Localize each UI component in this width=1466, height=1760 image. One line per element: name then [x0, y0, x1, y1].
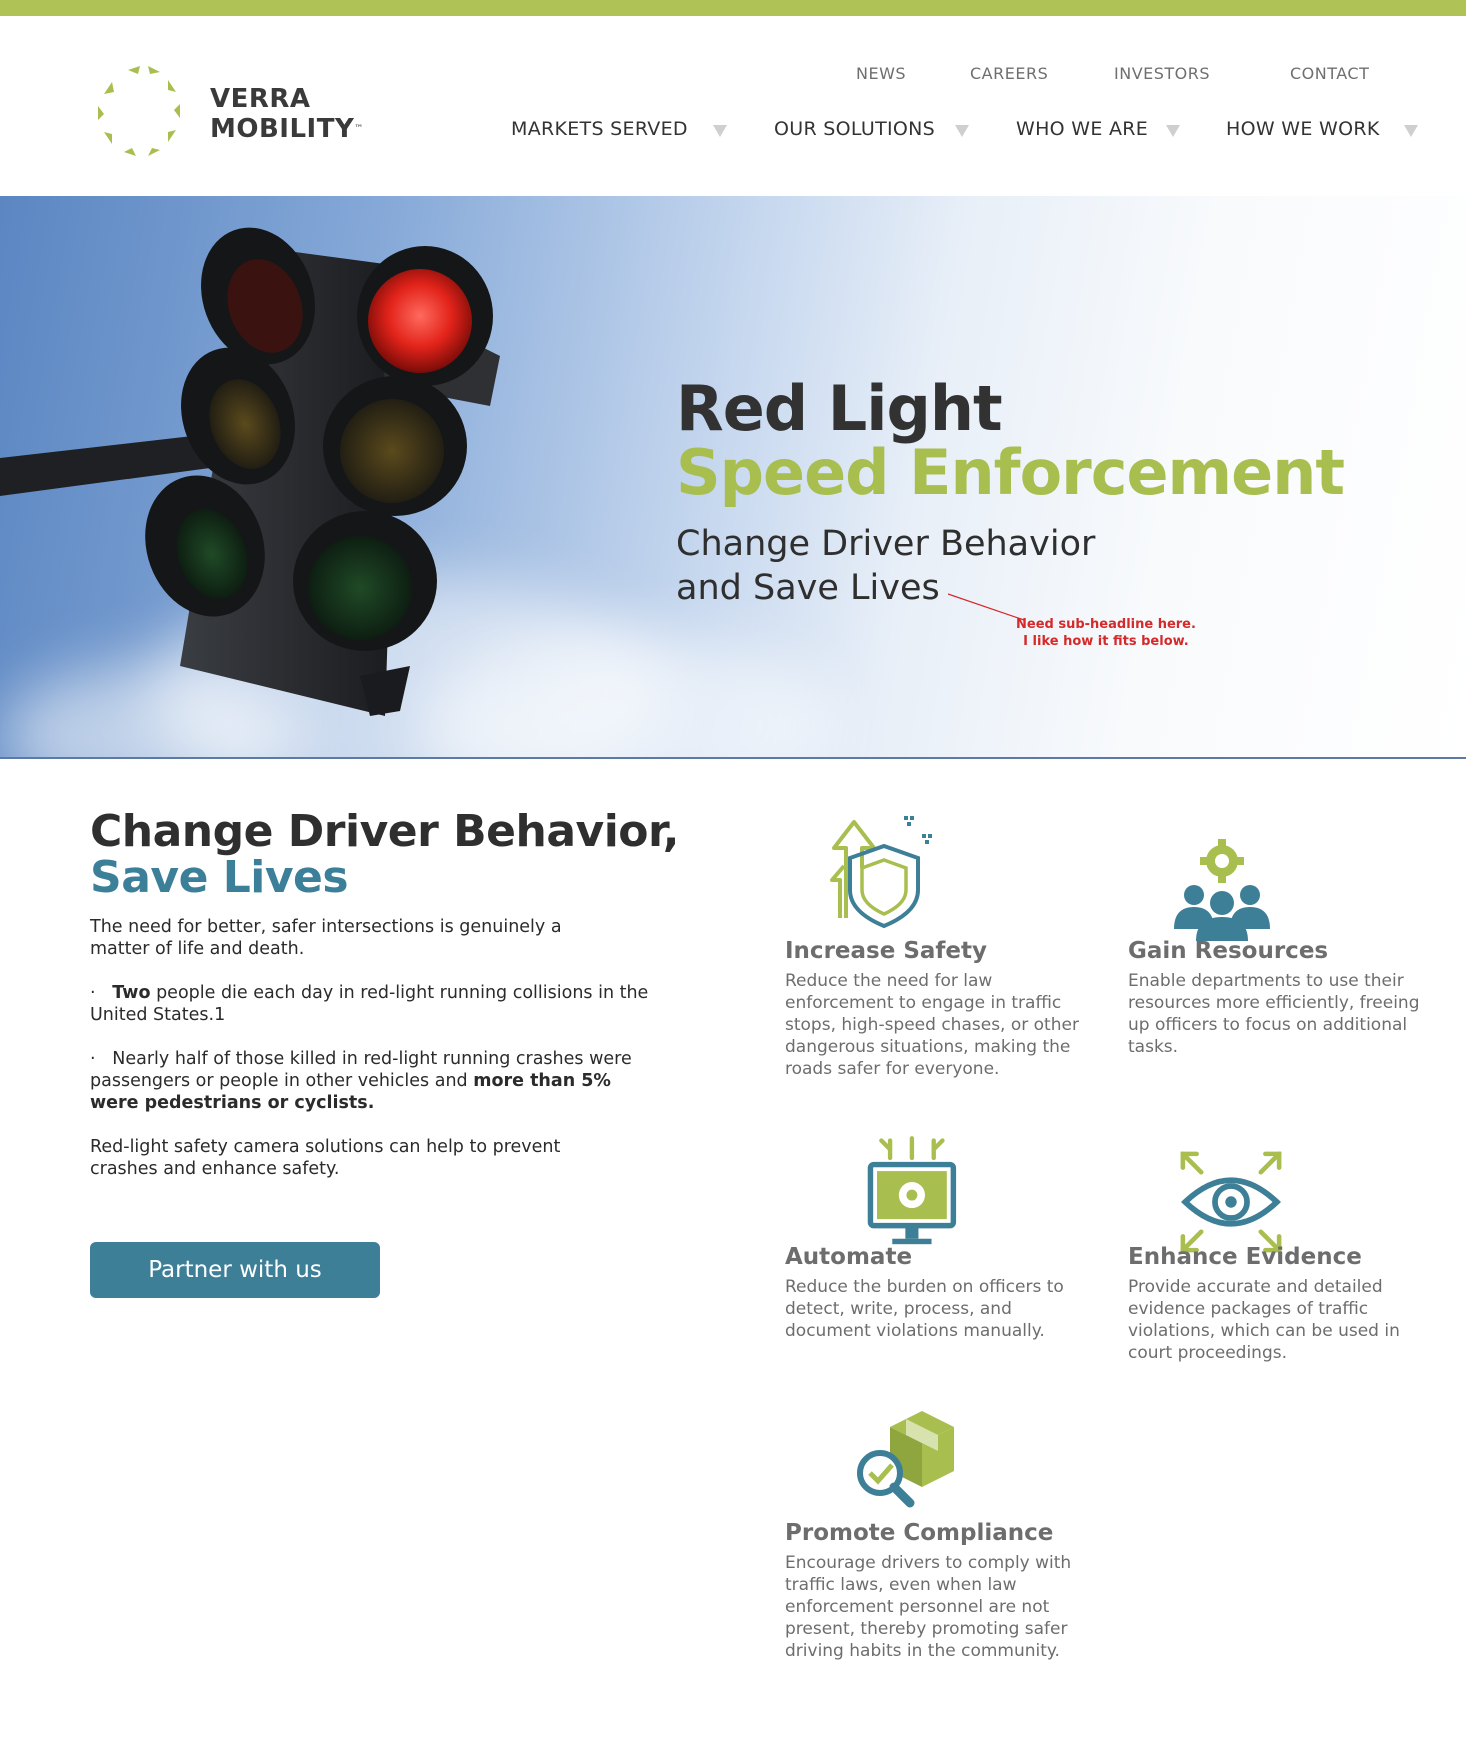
feature-title-automate: Automate [785, 1244, 913, 1270]
nav-our-solutions[interactable]: OUR SOLUTIONS [774, 118, 936, 140]
feature-desc-increase-safety: Reduce the need for law enforcement to engage in traffic stops, high-speed chases, or other dangerous situations, making the roads safer for everyone. [785, 971, 1079, 1079]
monitor-gear-icon [858, 1134, 968, 1254]
logo-line-2-text: MOBILITY [210, 114, 355, 144]
hero-subtitle [676, 522, 1196, 610]
bullet-two-bold: more than 5% were pedestrians or cyclists. [90, 1071, 611, 1113]
section-title-line-1: Change Driver Behavior, [90, 806, 679, 857]
nav-investors[interactable]: INVESTORS [1114, 64, 1211, 83]
annotation-line-2: I like how it fits below. [1023, 634, 1189, 649]
box-magnifier-icon [850, 1402, 960, 1522]
nav-contact[interactable]: CONTACT [1290, 64, 1370, 83]
feature-title-promote-compliance: Promote Compliance [785, 1520, 1054, 1546]
utility-nav [0, 64, 1466, 88]
top-accent-bar [0, 0, 1466, 16]
hero-subtitle-line-2: and Save Lives [676, 568, 940, 608]
nav-news[interactable]: NEWS [856, 64, 907, 83]
nav-how-we-work[interactable]: HOW WE WORK [1226, 118, 1380, 140]
people-gear-icon [1166, 832, 1276, 952]
bullet-two [90, 1048, 660, 1114]
bullet-one-bold: Two [112, 983, 151, 1003]
bullet-one-text: people die each day in red-light running collisions in the United States.1 [90, 983, 649, 1025]
annotation-line-1: Need sub-headline here. [1016, 617, 1196, 632]
main-nav [0, 118, 1466, 146]
hero-subtitle-line-1: Change Driver Behavior [676, 524, 1096, 564]
bullet-dot: · [90, 983, 96, 1003]
nav-careers[interactable]: CAREERS [970, 64, 1049, 83]
chevron-down-icon[interactable] [955, 125, 969, 137]
bullet-one [90, 982, 660, 1026]
closing-paragraph: Red-light safety camera solutions can help to prevent crashes and enhance safety. [90, 1137, 561, 1179]
feature-title-increase-safety: Increase Safety [785, 938, 988, 964]
logo-trademark: ™ [354, 124, 364, 134]
bullet-dot: · [90, 1049, 96, 1069]
feature-desc-enhance-evidence: Provide accurate and detailed evidence packages of traffic violations, which can be used in court proceedings. [1128, 1277, 1400, 1363]
feature-desc-gain-resources: Enable departments to use their resources more efficiently, freeing up officers to focus on additional tasks. [1128, 971, 1420, 1057]
annotation-note [1016, 616, 1196, 650]
hero-divider [0, 757, 1466, 759]
chevron-down-icon[interactable] [1404, 125, 1418, 137]
annotation-line [946, 592, 1026, 622]
traffic-light-image [0, 196, 560, 758]
logo-line-1: VERRA [210, 84, 311, 114]
feature-title-gain-resources: Gain Resources [1128, 938, 1329, 964]
hero-title-line-1: Red Light [676, 372, 1002, 445]
shield-arrows-icon [826, 808, 936, 928]
partner-with-us-button[interactable]: Partner with us [90, 1242, 380, 1298]
section-title-line-2: Save Lives [90, 852, 349, 903]
nav-markets-served[interactable]: MARKETS SERVED [511, 118, 688, 140]
feature-title-enhance-evidence: Enhance Evidence [1128, 1244, 1362, 1270]
chevron-down-icon[interactable] [713, 125, 727, 137]
bullet-two-text: Nearly half of those killed in red-light running crashes were passengers or people in other vehicles and [90, 1049, 632, 1091]
feature-desc-promote-compliance: Encourage drivers to comply with traffic laws, even when law enforcement personnel are not present, thereby promoting safer driving habits in the community. [785, 1553, 1072, 1661]
hero-title-line-2: Speed Enforcement [676, 436, 1344, 509]
nav-who-we-are[interactable]: WHO WE ARE [1016, 118, 1149, 140]
chevron-down-icon[interactable] [1166, 125, 1180, 137]
intro-paragraph: The need for better, safer intersections is genuinely a matter of life and death. [90, 917, 562, 959]
feature-desc-automate: Reduce the burden on officers to detect, write, process, and document violations manually. [785, 1277, 1064, 1341]
